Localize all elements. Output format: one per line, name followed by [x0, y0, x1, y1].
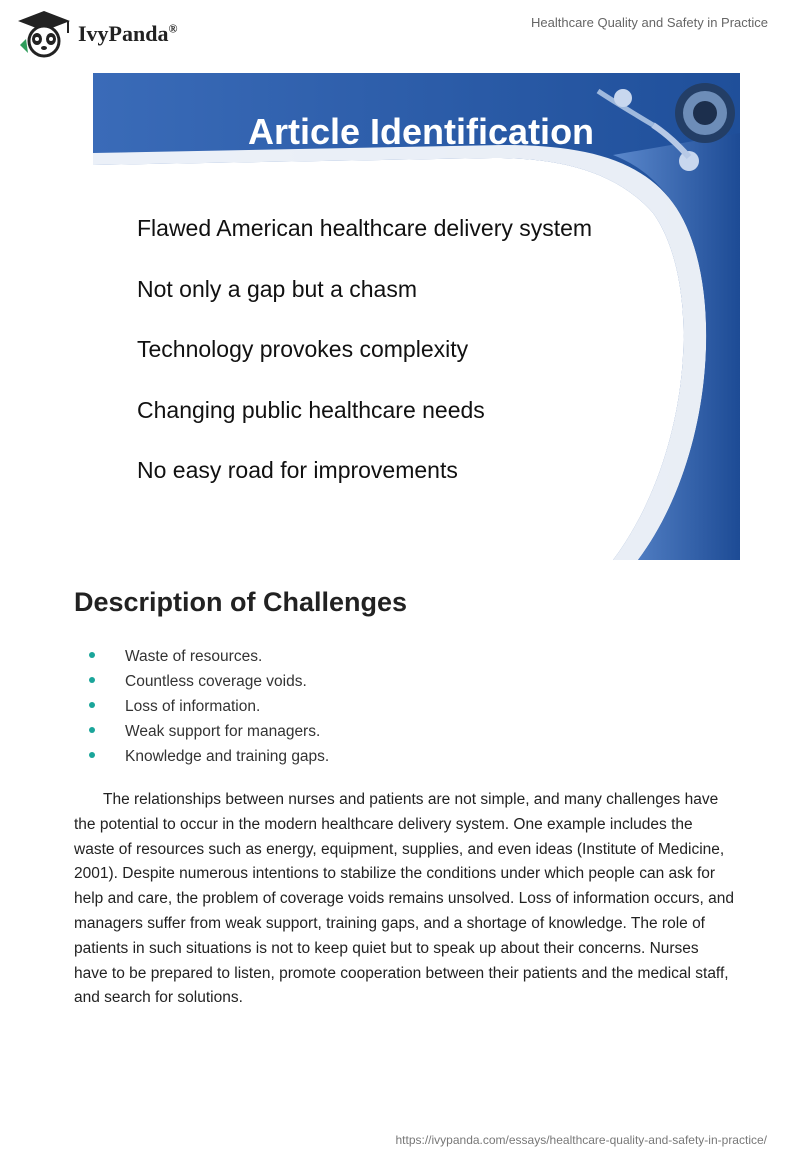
- slide-point: Technology provokes complexity: [137, 336, 469, 362]
- slide-title: Article Identification: [248, 111, 595, 152]
- list-item: Weak support for managers.: [88, 721, 329, 746]
- bullet-icon: [89, 702, 95, 708]
- slide-image: [93, 73, 740, 560]
- challenges-list: [88, 646, 329, 771]
- section-heading: Description of Challenges: [74, 587, 408, 617]
- bullet-icon: [89, 727, 95, 733]
- bullet-icon: [89, 652, 95, 658]
- list-item: Waste of resources.: [88, 646, 329, 671]
- slide-points: [137, 213, 592, 516]
- footer-url[interactable]: https://ivypanda.com/essays/healthcare-quality-and-safety-in-practice/: [395, 1133, 767, 1147]
- slide-point: Not only a gap but a chasm: [137, 275, 417, 302]
- brand-logo[interactable]: [14, 9, 177, 59]
- body-paragraph: The relationships between nurses and patients are not simple, and many challenges have the potential to occur in the modern healthcare delivery system. One example includes the waste of resources such as energy, equipment, supplies, and even ideas (Institute of Medicine, 2001). Despite numerous intentions to stabilize the conditions under which people can ask for help and care, the problem of coverage voids remains unsolved. Loss of information occurs, and managers suffer from weak support, training gaps, and a shortage of knowledge. The role of patients in such situations is not to keep quiet but to speak up about their concerns. Nurses have to be prepared to listen, promote cooperation between their patients and the medical staff, and search for solutions.: [74, 791, 734, 1007]
- bullet-icon: [89, 677, 95, 683]
- list-item: Countless coverage voids.: [88, 671, 329, 696]
- document-title: Healthcare Quality and Safety in Practice: [530, 15, 768, 30]
- slide-point: Flawed American healthcare delivery system: [137, 215, 593, 241]
- slide-point: Changing public healthcare needs: [137, 396, 485, 423]
- bullet-icon: [89, 752, 95, 758]
- brand-name: IvyPanda®: [78, 21, 178, 46]
- list-item: Loss of information.: [88, 696, 329, 721]
- panda-logo-icon: [14, 9, 74, 59]
- list-item: Knowledge and training gaps.: [88, 746, 329, 771]
- slide-point: No easy road for improvements: [137, 457, 458, 483]
